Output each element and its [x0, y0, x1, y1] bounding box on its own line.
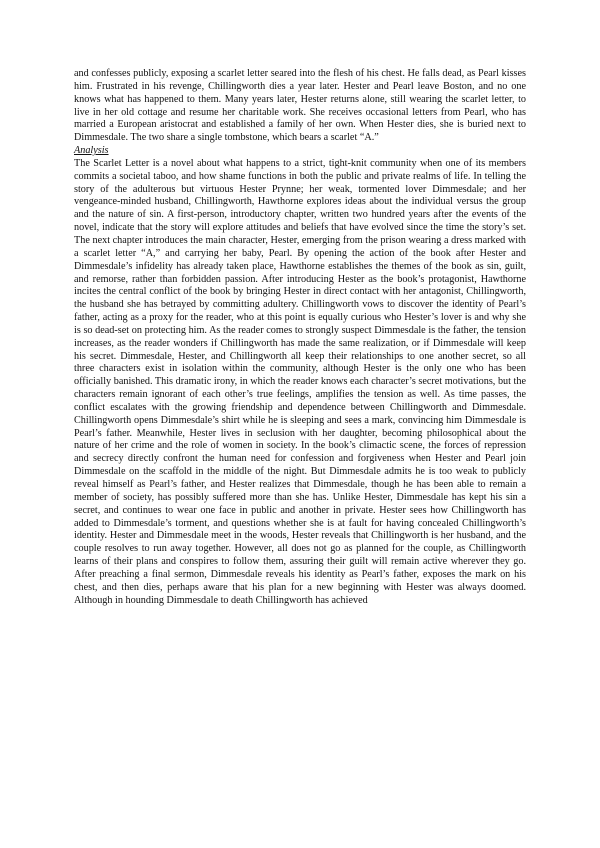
section-heading: Analysis [74, 145, 109, 157]
page-content [74, 68, 526, 607]
summary-paragraph: and confesses publicly, exposing a scarlet letter seared into the flesh of his chest. He falls dead, as Pearl kisses him. Frustrated in his revenge, Chillingworth dies a year later. Hester and Pearl leave Boston, and no one knows what has happened to them. Many years later, Hester returns alone, still wearing the scarlet letter, to live in her old cottage and resume her charitable work. She receives occasional letters from Pearl, who has married a European aristocrat and established a family of her own. When Hester dies, she is buried next to Dimmesdale. The two share a single tombstone, which bears a scarlet “A.” [74, 68, 526, 144]
analysis-paragraph: The Scarlet Letter is a novel about what happens to a strict, tight-knit community when one of its members commits a societal taboo, and how shame functions in both the public and private realms of life. In telling the story of the adulterous but virtuous Hester Prynne; her weak, tormented lover Dimmesdale; and her vengeance-minded husband, Chillingworth, Hawthorne explores ideas about the individual versus the group and the nature of sin. A first-person, introductory chapter, written two hundred years after the events of the novel, indicate that the story will explore attitudes and beliefs that have evolved since the time the story’s set. The next chapter introduces the main character, Hester, emerging from the prison wearing a dress marked with a scarlet letter “A,” and carrying her baby, Pearl. By opening the action of the book after Hester and Dimmesdale’s infidelity has already taken place, Hawthorne establishes the themes of the book as sin, guilt, and remorse, rather than forbidden passion. After introducing Hester as the book’s protagonist, Hawthorne incites the central conflict of the book by bringing Hester in direct contact with her antagonist, Chillingworth, the husband she has betrayed by committing adultery. Chillingworth vows to discover the identity of Pearl’s father, acting as a proxy for the reader, who at this point is equally curious who Hester’s lover is and why she is so dead-set on protecting him. As the reader comes to strongly suspect Dimmesdale is the father, the tension increases, as the reader wonders if Chillingworth has made the same realization, or if Dimmesdale will keep his secret. Dimmesdale, Hester, and Chillingworth all keep their relationships to one another secret, so all three characters exist in isolation within the community, although Hester is the only one who has been officially banished. This dramatic irony, in which the reader knows each character’s secret motivations, but the characters remain ignorant of each other’s true feelings, amplifies the tension as well. As time passes, the conflict escalates with the growing friendship and dependence between Chillingworth and Dimmesdale. Chillingworth opens Dimmesdale’s shirt while he is sleeping and sees a mark, convincing him Dimmesdale is Pearl’s father. Meanwhile, Hester lives in seclusion with her daughter, becoming philosophical about the nature of her crime and the role of women in society. In the book’s climactic scene, the forces of repression and secrecy directly confront the human need for confession and forgiveness when Hester and Pearl join Dimmesdale on the scaffold in the middle of the night. But Dimmesdale admits he is too weak to publicly reveal himself as Pearl’s father, and Hester realizes that Dimmesdale, though he has been able to remain a member of society, has possibly suffered more than she has. Unlike Hester, Dimmesdale has kept his sin a secret, and continues to wear one face in public and another in private. Hester sees how Chillingworth has added to Dimmesdale’s torment, and questions whether she is at fault for having concealed Chillingworth’s identity. Hester and Dimmesdale meet in the woods, Hester reveals that Chillingworth is her husband, and the couple resolves to run away together. However, all does not go as planned for the couple, as Chillingworth learns of their plans and conspires to follow them, assuring their guilt will remain active wherever they go. After preaching a final sermon, Dimmesdale reveals his identity as Pearl’s father, exposes the mark on his chest, and then dies, perhaps aware that his plan for a new beginning with Hester was always doomed. Although in hounding Dimmesdale to death Chillingworth has achieved [74, 157, 526, 606]
